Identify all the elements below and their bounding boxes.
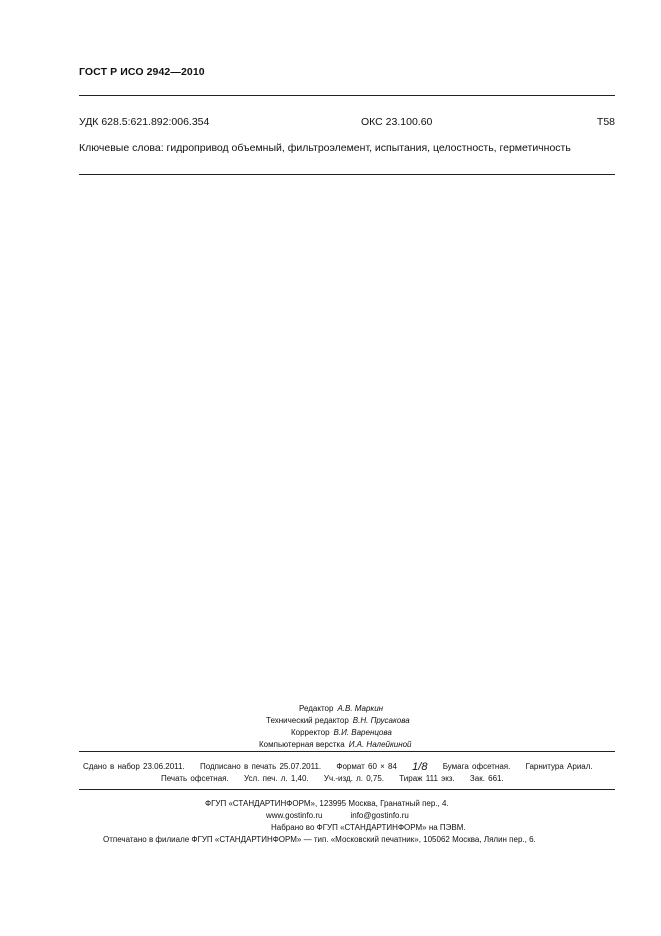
print-type: Печать офсетная. bbox=[161, 774, 229, 783]
imprint-top-divider bbox=[79, 751, 615, 752]
credit-tech-editor bbox=[266, 715, 410, 727]
publisher-address: ФГУП «СТАНДАРТИНФОРМ», 123995 Москва, Гранатный пер., 4. bbox=[205, 799, 449, 808]
imprint-line-2 bbox=[161, 774, 516, 783]
bottom-divider bbox=[79, 174, 615, 175]
imprint-bottom-divider bbox=[79, 789, 615, 790]
format-fraction: 1/8 bbox=[412, 761, 428, 773]
top-divider bbox=[79, 95, 615, 96]
udc-code: УДК 628.5:621.892:006.354 bbox=[79, 116, 210, 128]
publisher-email: info@gostinfo.ru bbox=[350, 811, 409, 820]
print-run: Тираж 111 экз. bbox=[399, 774, 455, 783]
publisher-website: www.gostinfo.ru bbox=[266, 811, 323, 820]
credit-role: Технический редактор bbox=[266, 716, 349, 725]
publisher-contacts bbox=[266, 810, 409, 822]
oks-code: ОКС 23.100.60 bbox=[361, 116, 433, 128]
credit-role: Редактор bbox=[299, 704, 334, 713]
credit-role: Корректор bbox=[291, 728, 330, 737]
order-number: Зак. 661. bbox=[469, 774, 504, 783]
credit-proofreader bbox=[291, 727, 392, 739]
paper-type: Бумага офсетная. bbox=[442, 762, 511, 771]
typeset-note: Набрано во ФГУП «СТАНДАРТИНФОРМ» на ПЭВМ. bbox=[271, 823, 466, 832]
edit-sheets: Уч.-изд. л. 0,75. bbox=[323, 774, 385, 783]
standard-number: ГОСТ Р ИСО 2942—2010 bbox=[79, 66, 205, 78]
credit-name: А.В. Маркин bbox=[337, 704, 384, 713]
credit-name: В.И. Варенцова bbox=[333, 728, 392, 737]
credit-name: И.А. Налейкиной bbox=[348, 740, 412, 749]
credit-layout bbox=[259, 739, 412, 751]
credit-editor bbox=[299, 703, 383, 715]
typeface: Гарнитура Ариал. bbox=[525, 762, 593, 771]
paper-format bbox=[336, 762, 427, 771]
imprint-line-1 bbox=[83, 760, 593, 772]
group-code: Т58 bbox=[596, 116, 615, 128]
typeset-date: Сдано в набор 23.06.2011. bbox=[83, 762, 185, 771]
credit-name: В.Н. Прусакова bbox=[352, 716, 410, 725]
credit-role: Компьютерная верстка bbox=[259, 740, 345, 749]
signed-date: Подписано в печать 25.07.2011. bbox=[199, 762, 322, 771]
keywords-line: Ключевые слова: гидропривод объемный, фильтроэлемент, испытания, целостность, герметичность bbox=[79, 142, 571, 154]
format-prefix: Формат 60 × 84 bbox=[336, 762, 397, 771]
printed-sheets: Усл. печ. л. 1,40. bbox=[243, 774, 309, 783]
printing-house: Отпечатано в филиале ФГУП «СТАНДАРТИНФОРМ» — тип. «Московский печатник», 105062 Москва, Лялин пер., 6. bbox=[103, 835, 536, 844]
